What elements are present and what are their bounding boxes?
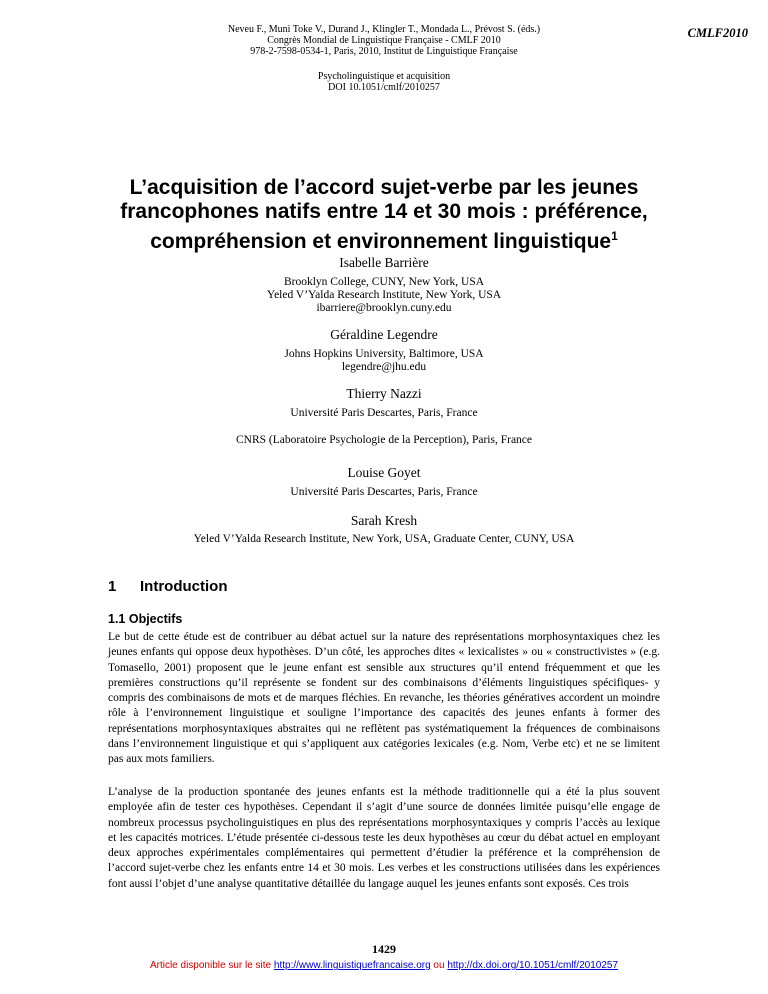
affiliation-line: Université Paris Descartes, Paris, France [290,407,478,419]
section-name: Psycholinguistique et acquisition [317,71,451,82]
section-info [120,71,648,93]
section-heading [108,578,227,595]
conference-tag: CMLF2010 [687,26,748,40]
paper-title [80,176,688,254]
author-name: Louise Goyet [347,465,421,480]
header-conference: Congrès Mondial de Linguistique Française - CMLF 2010 [267,35,501,46]
author-name: Isabelle Barrière [339,255,429,270]
subsection-heading: 1.1 Objectifs [108,612,183,626]
title-line-3 [80,224,688,254]
author-name: Sarah Kresh [350,513,418,528]
body-paragraph: Le but de cette étude est de contribuer au débat actuel sur la nature des représentations morphosyntaxiques chez les jeunes enfants qui oppose deux hypothèses. D’un côté, les approches dites « lexicalistes » ou « constructivistes » (e.g. Tomasello, 2001) proposent que le jeune enfant est sensible aux structures qu’il entend fréquemment et que les premières constructions qu’il représente se fondent sur des combinaisons d’éléments linguistiques spécifiques- y compris des combinaisons de mots et de marques fléchies. En revanche, les théories génératives accordent un moindre rôle à l’environnement linguistique et souligne l’importance des capacités des jeunes enfants à former des représentations morphosyntaxiques abstraites qui ne reflètent pas systématiquement la fréquences de combinaisons dans l’environnement linguistique et qui s’appliquent aux catégories lexicales (e.g. Nom, Verbe etc) et ne se limitent pas aux mots familiers. [108,631,660,766]
section-title: Introduction [140,578,228,595]
footer-link-site[interactable]: http://www.linguistiquefrancaise.org [273,960,431,971]
footer-prefix: Article disponible sur le site [149,960,274,971]
author-email: legendre@jhu.edu [341,361,427,373]
title-line-2: francophones natifs entre 14 et 30 mois : préférence, [120,200,648,223]
author-email: ibarriere@brooklyn.cuny.edu [316,302,452,314]
affiliation-line: Yeled V’Yalda Research Institute, New York, USA [266,289,502,301]
doi: DOI 10.1051/cmlf/2010257 [328,82,440,93]
author-name: Thierry Nazzi [346,386,422,401]
author-name: Géraldine Legendre [330,327,438,342]
title-line-3-text: compréhension et environnement linguistique [150,230,612,253]
footer-link-doi[interactable]: http://dx.doi.org/10.1051/cmlf/2010257 [447,960,619,971]
footer-middle: ou [430,960,448,971]
affiliation-line: Université Paris Descartes, Paris, France [290,486,478,498]
section-number: 1 [108,578,117,595]
affiliation-line: CNRS (Laboratoire Psychologie de la Perception), Paris, France [235,434,533,446]
running-header [120,24,648,57]
affiliation-line: Brooklyn College, CUNY, New York, USA [283,276,485,288]
author-affiliation [0,276,768,315]
affiliation-line: Yeled V’Yalda Research Institute, New York, USA, Graduate Center, CUNY, USA [193,533,575,545]
footer-availability [0,960,768,971]
header-editors: Neveu F., Muni Toke V., Durand J., Klingler T., Mondada L., Prévost S. (éds.) [227,24,541,35]
title-footnote-mark: 1 [611,229,618,243]
page-number: 1429 [372,942,396,956]
title-line-1: L’acquisition de l’accord sujet-verbe par les jeunes [129,176,639,199]
author-affiliation [0,348,768,374]
affiliation-line: Johns Hopkins University, Baltimore, USA [284,348,484,360]
body-paragraph: L’analyse de la production spontanée des jeunes enfants est la méthode traditionnelle qui a été la plus souvent employée afin de tester ces hypothèses. Cependant il s’agit d’une source de données limitée puisqu’elle engage de nombreux processus psycholinguistiques en plus des représentations morphosyntaxiques y compris l’accès au lexique et les capacités motrices. L’étude présentée ci-dessous teste les deux hypothèses au cœur du débat actuel en employant deux approches expérimentales complémentaires qui permettent d’étudier la préférence et la compréhension de l’accord sujet-verbe chez les enfants entre 14 et 30 mois. Les verbes et les constructions utilisées dans les expériences font aussi l’objet d’une analyse quantitative détaillée du langage auquel les jeunes enfants sont exposés. Ces trois [108,786,660,890]
header-isbn: 978-2-7598-0534-1, Paris, 2010, Institut de Linguistique Française [250,46,518,57]
